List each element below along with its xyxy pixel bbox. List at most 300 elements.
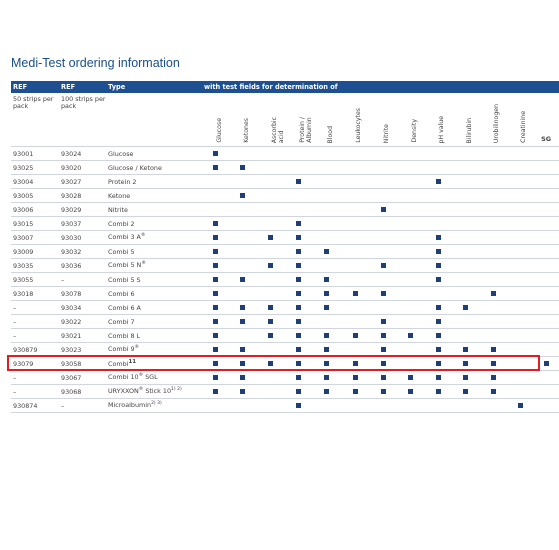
cell-mark <box>533 371 559 385</box>
subheader-ref-50: 50 strips per pack <box>11 93 59 147</box>
col-header-test-fields: with test fields for determination of <box>202 81 559 93</box>
cell-ref-100: 93022 <box>59 315 106 329</box>
cell-mark <box>397 357 424 371</box>
table-row <box>11 273 559 287</box>
cell-mark <box>397 399 424 413</box>
cell-mark <box>507 147 533 161</box>
mark-square-icon <box>213 347 218 352</box>
cell-mark <box>202 315 229 329</box>
cell-mark <box>479 399 507 413</box>
cell-mark <box>285 217 312 231</box>
mark-square-icon <box>268 305 273 310</box>
mark-square-icon <box>296 361 301 366</box>
cell-mark <box>452 175 479 189</box>
cell-mark <box>229 301 256 315</box>
mark-square-icon <box>296 389 301 394</box>
cell-mark <box>285 385 312 399</box>
mark-square-icon <box>324 291 329 296</box>
type-label: Microalbumin <box>108 401 152 410</box>
cell-mark <box>507 399 533 413</box>
cell-ref-100: 93024 <box>59 147 106 161</box>
cell-mark <box>369 175 397 189</box>
mark-square-icon <box>381 319 386 324</box>
cell-mark <box>507 357 533 371</box>
cell-mark <box>452 189 479 203</box>
mark-square-icon <box>240 361 245 366</box>
mark-square-icon <box>324 249 329 254</box>
cell-mark <box>452 399 479 413</box>
mark-square-icon <box>436 179 441 184</box>
cell-mark <box>397 161 424 175</box>
mark-square-icon <box>213 361 218 366</box>
type-label: Combi 8 L <box>108 331 141 340</box>
cell-mark <box>229 399 256 413</box>
cell-mark <box>312 161 341 175</box>
mark-square-icon <box>436 277 441 282</box>
mark-square-icon <box>296 319 301 324</box>
mark-square-icon <box>353 375 358 380</box>
cell-type <box>106 371 202 385</box>
mark-square-icon <box>408 375 413 380</box>
type-label: Glucose / Ketone <box>108 163 162 172</box>
cell-mark <box>229 189 256 203</box>
type-label: Combi 7 <box>108 317 135 326</box>
cell-mark <box>533 357 559 371</box>
cell-mark <box>479 189 507 203</box>
col-header-ref-100: REF <box>59 81 106 93</box>
cell-mark <box>369 343 397 357</box>
cell-mark <box>424 147 452 161</box>
col-header-label: Leukocytes <box>355 108 362 143</box>
cell-mark <box>369 147 397 161</box>
cell-mark <box>285 301 312 315</box>
col-header-type: Type <box>106 81 202 93</box>
cell-mark <box>424 301 452 315</box>
table-subheader-row <box>11 93 559 147</box>
cell-mark <box>256 203 285 217</box>
mark-square-icon <box>463 361 468 366</box>
cell-mark <box>256 329 285 343</box>
cell-mark <box>397 259 424 273</box>
cell-mark <box>507 301 533 315</box>
mark-square-icon <box>381 263 386 268</box>
cell-mark <box>424 245 452 259</box>
cell-mark <box>285 147 312 161</box>
cell-mark <box>397 385 424 399</box>
type-label: Combi <box>108 360 129 369</box>
col-header-test-10 <box>479 93 507 147</box>
cell-mark <box>424 217 452 231</box>
mark-square-icon <box>296 249 301 254</box>
cell-mark <box>479 203 507 217</box>
cell-mark <box>452 259 479 273</box>
cell-mark <box>369 217 397 231</box>
cell-mark <box>507 217 533 231</box>
table-row <box>11 259 559 273</box>
cell-mark <box>369 203 397 217</box>
cell-mark <box>312 203 341 217</box>
cell-mark <box>479 371 507 385</box>
cell-ref-100: 93030 <box>59 231 106 245</box>
cell-mark <box>341 231 369 245</box>
mark-square-icon <box>296 235 301 240</box>
cell-mark <box>533 315 559 329</box>
cell-mark <box>285 287 312 301</box>
mark-square-icon <box>491 375 496 380</box>
mark-square-icon <box>381 333 386 338</box>
cell-mark <box>341 189 369 203</box>
col-header-test-1 <box>229 93 256 147</box>
col-header-label: Protein / Albumin <box>298 117 313 143</box>
cell-type <box>106 273 202 287</box>
cell-ref-100: 93068 <box>59 385 106 399</box>
table-row <box>11 175 559 189</box>
mark-square-icon <box>213 249 218 254</box>
cell-type <box>106 161 202 175</box>
cell-mark <box>341 315 369 329</box>
cell-mark <box>424 175 452 189</box>
cell-mark <box>507 287 533 301</box>
cell-mark <box>256 217 285 231</box>
col-header-test-3 <box>285 93 312 147</box>
cell-mark <box>397 329 424 343</box>
cell-mark <box>479 217 507 231</box>
cell-mark <box>369 329 397 343</box>
mark-square-icon <box>353 291 358 296</box>
col-header-test-2 <box>256 93 285 147</box>
mark-square-icon <box>296 277 301 282</box>
cell-mark <box>397 175 424 189</box>
mark-square-icon <box>381 347 386 352</box>
cell-mark <box>341 259 369 273</box>
cell-mark <box>256 259 285 273</box>
cell-ref-50: 93018 <box>11 287 59 301</box>
cell-ref-50: 93055 <box>11 273 59 287</box>
cell-mark <box>256 273 285 287</box>
cell-mark <box>479 301 507 315</box>
mark-square-icon <box>324 277 329 282</box>
cell-mark <box>452 301 479 315</box>
mark-square-icon <box>353 333 358 338</box>
type-label: Combi 5 S <box>108 275 141 284</box>
subheader-type <box>106 93 202 147</box>
mark-square-icon <box>268 361 273 366</box>
type-superscript: 2) 3) <box>151 401 162 407</box>
cell-mark <box>341 175 369 189</box>
cell-type <box>106 315 202 329</box>
col-header-test-7 <box>397 93 424 147</box>
cell-ref-100: 93029 <box>59 203 106 217</box>
cell-mark <box>341 301 369 315</box>
col-header-test-6 <box>369 93 397 147</box>
type-label: Nitrite <box>108 205 128 214</box>
mark-square-icon <box>268 319 273 324</box>
cell-mark <box>202 329 229 343</box>
table-row <box>11 203 559 217</box>
cell-ref-100: 93067 <box>59 371 106 385</box>
mark-square-icon <box>463 375 468 380</box>
cell-ref-50: 930879 <box>11 343 59 357</box>
cell-type <box>106 217 202 231</box>
cell-mark <box>369 273 397 287</box>
cell-ref-50: – <box>11 315 59 329</box>
cell-mark <box>285 399 312 413</box>
cell-mark <box>452 273 479 287</box>
mark-square-icon <box>240 389 245 394</box>
type-label: Ketone <box>108 191 131 200</box>
cell-mark <box>202 147 229 161</box>
cell-ref-100: – <box>59 399 106 413</box>
cell-mark <box>452 371 479 385</box>
mark-square-icon <box>213 305 218 310</box>
cell-mark <box>369 315 397 329</box>
cell-mark <box>256 399 285 413</box>
cell-mark <box>424 329 452 343</box>
cell-mark <box>285 259 312 273</box>
mark-square-icon <box>324 333 329 338</box>
cell-mark <box>507 343 533 357</box>
cell-mark <box>452 315 479 329</box>
type-label: Combi 3 A <box>108 233 141 242</box>
mark-square-icon <box>240 165 245 170</box>
cell-mark <box>285 231 312 245</box>
type-label: Combi 9 <box>108 345 135 354</box>
cell-mark <box>229 161 256 175</box>
type-suffix: SGL <box>143 373 158 382</box>
table-header-row <box>11 81 559 93</box>
cell-mark <box>202 161 229 175</box>
table-row <box>11 385 559 399</box>
col-header-label: Ketones <box>242 118 250 143</box>
mark-square-icon <box>240 347 245 352</box>
cell-mark <box>479 231 507 245</box>
cell-mark <box>424 287 452 301</box>
cell-mark <box>479 273 507 287</box>
mark-square-icon <box>296 403 301 408</box>
type-label: Glucose <box>108 149 134 158</box>
cell-ref-50: – <box>11 301 59 315</box>
col-header-ref-50: REF <box>11 81 59 93</box>
cell-mark <box>312 385 341 399</box>
cell-mark <box>424 161 452 175</box>
cell-mark <box>397 273 424 287</box>
cell-mark <box>479 329 507 343</box>
cell-mark <box>533 245 559 259</box>
cell-mark <box>312 371 341 385</box>
cell-mark <box>424 385 452 399</box>
mark-square-icon <box>324 361 329 366</box>
cell-mark <box>229 385 256 399</box>
cell-mark <box>424 273 452 287</box>
mark-square-icon <box>213 221 218 226</box>
mark-square-icon <box>213 319 218 324</box>
cell-mark <box>202 357 229 371</box>
cell-mark <box>452 161 479 175</box>
mark-square-icon <box>436 305 441 310</box>
cell-mark <box>312 399 341 413</box>
cell-type <box>106 203 202 217</box>
type-label: Combi 6 <box>108 289 135 298</box>
cell-mark <box>507 273 533 287</box>
cell-mark <box>452 357 479 371</box>
cell-type <box>106 175 202 189</box>
type-label: Combi 6 A <box>108 303 141 312</box>
cell-mark <box>285 245 312 259</box>
mark-square-icon <box>436 389 441 394</box>
mark-square-icon <box>436 375 441 380</box>
cell-ref-100: 93034 <box>59 301 106 315</box>
cell-mark <box>424 231 452 245</box>
cell-type <box>106 259 202 273</box>
cell-mark <box>341 343 369 357</box>
type-label: Protein 2 <box>108 177 137 186</box>
cell-mark <box>202 287 229 301</box>
cell-mark <box>479 245 507 259</box>
cell-mark <box>256 189 285 203</box>
cell-mark <box>452 217 479 231</box>
cell-mark <box>285 189 312 203</box>
col-header-test-8 <box>424 93 452 147</box>
cell-mark <box>341 203 369 217</box>
type-label: Combi 5 N <box>108 261 142 270</box>
cell-mark <box>397 189 424 203</box>
cell-mark <box>229 371 256 385</box>
mark-square-icon <box>213 263 218 268</box>
cell-type <box>106 245 202 259</box>
cell-ref-50: – <box>11 385 59 399</box>
mark-square-icon <box>296 179 301 184</box>
cell-mark <box>202 217 229 231</box>
cell-mark <box>312 217 341 231</box>
col-header-test-9 <box>452 93 479 147</box>
cell-mark <box>202 259 229 273</box>
cell-mark <box>397 371 424 385</box>
cell-ref-100: 93028 <box>59 189 106 203</box>
cell-ref-50: 93001 <box>11 147 59 161</box>
cell-mark <box>397 147 424 161</box>
cell-type <box>106 385 202 399</box>
cell-mark <box>479 161 507 175</box>
type-superscript: ® <box>138 387 144 393</box>
cell-mark <box>452 245 479 259</box>
col-header-test-12 <box>533 93 559 147</box>
cell-mark <box>424 371 452 385</box>
cell-mark <box>256 385 285 399</box>
mark-square-icon <box>296 375 301 380</box>
cell-type <box>106 357 202 371</box>
cell-mark <box>256 175 285 189</box>
mark-square-icon <box>491 347 496 352</box>
ordering-table <box>11 81 559 413</box>
cell-ref-50: 93005 <box>11 189 59 203</box>
cell-mark <box>256 371 285 385</box>
cell-type <box>106 147 202 161</box>
cell-mark <box>256 147 285 161</box>
mark-square-icon <box>463 347 468 352</box>
cell-ref-50: 93007 <box>11 231 59 245</box>
type-superscript: 11 <box>128 358 137 365</box>
table-row <box>11 147 559 161</box>
table-row <box>11 189 559 203</box>
cell-mark <box>424 399 452 413</box>
cell-mark <box>369 259 397 273</box>
cell-mark <box>452 203 479 217</box>
cell-mark <box>285 329 312 343</box>
cell-mark <box>312 301 341 315</box>
type-superscript: ® <box>138 373 144 379</box>
col-header-label: SG <box>541 135 552 143</box>
cell-mark <box>479 385 507 399</box>
cell-mark <box>229 329 256 343</box>
table-row <box>11 217 559 231</box>
cell-mark <box>312 147 341 161</box>
mark-square-icon <box>436 347 441 352</box>
cell-mark <box>202 273 229 287</box>
mark-square-icon <box>324 347 329 352</box>
cell-mark <box>452 147 479 161</box>
col-header-label: pH value <box>438 115 445 143</box>
cell-type <box>106 231 202 245</box>
cell-mark <box>202 245 229 259</box>
cell-mark <box>533 175 559 189</box>
cell-mark <box>507 189 533 203</box>
cell-type <box>106 301 202 315</box>
cell-mark <box>533 259 559 273</box>
table-row <box>11 315 559 329</box>
cell-type <box>106 343 202 357</box>
type-label: URYXXON <box>108 387 139 396</box>
table-row <box>11 231 559 245</box>
col-header-test-11 <box>507 93 533 147</box>
cell-mark <box>202 343 229 357</box>
cell-mark <box>285 203 312 217</box>
mark-square-icon <box>296 221 301 226</box>
cell-ref-50: 93006 <box>11 203 59 217</box>
cell-mark <box>452 385 479 399</box>
cell-ref-50: 93025 <box>11 161 59 175</box>
cell-mark <box>312 357 341 371</box>
cell-mark <box>397 287 424 301</box>
mark-square-icon <box>268 235 273 240</box>
cell-ref-50: 930874 <box>11 399 59 413</box>
cell-ref-100: 93023 <box>59 343 106 357</box>
cell-mark <box>369 399 397 413</box>
cell-ref-100: 93036 <box>59 259 106 273</box>
cell-mark <box>341 399 369 413</box>
mark-square-icon <box>381 375 386 380</box>
mark-square-icon <box>296 305 301 310</box>
cell-mark <box>479 315 507 329</box>
cell-mark <box>369 231 397 245</box>
cell-ref-100: 93027 <box>59 175 106 189</box>
cell-ref-100: 93020 <box>59 161 106 175</box>
cell-mark <box>397 343 424 357</box>
cell-mark <box>341 147 369 161</box>
mark-square-icon <box>463 389 468 394</box>
cell-ref-50: 93079 <box>11 357 59 371</box>
cell-mark <box>369 385 397 399</box>
mark-square-icon <box>213 389 218 394</box>
cell-mark <box>341 245 369 259</box>
cell-mark <box>256 231 285 245</box>
cell-mark <box>397 245 424 259</box>
table-row <box>11 357 559 371</box>
table-row <box>11 371 559 385</box>
col-header-label: Nitrite <box>383 123 390 143</box>
mark-square-icon <box>436 235 441 240</box>
cell-mark <box>285 371 312 385</box>
cell-mark <box>424 203 452 217</box>
